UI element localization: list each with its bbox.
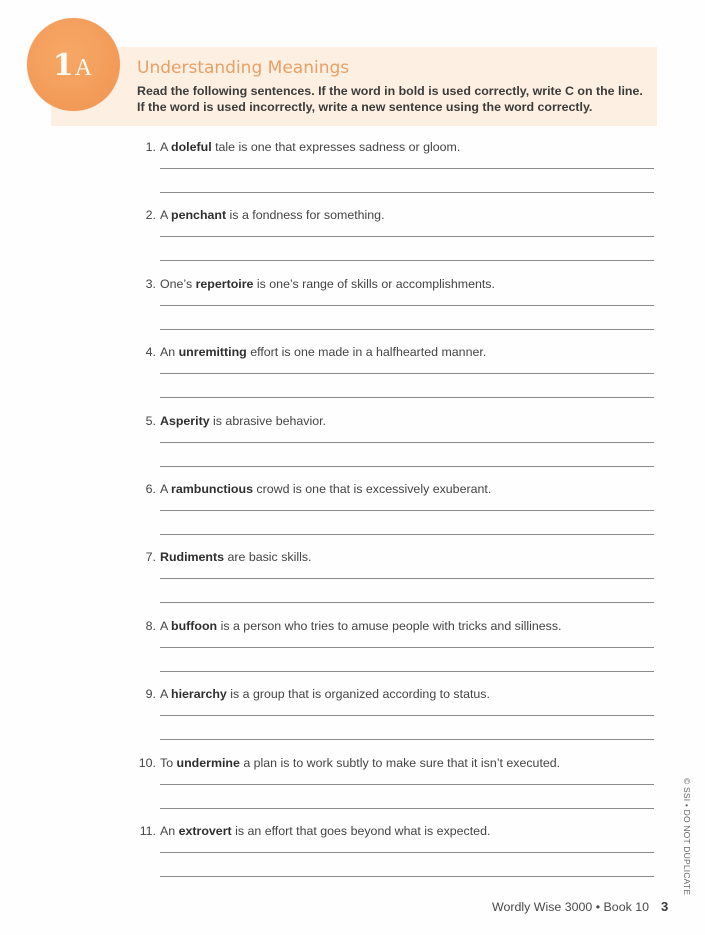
- footer-book-title: Wordly Wise 3000 • Book 10: [492, 900, 650, 914]
- instructions: Read the following sentences. If the word in bold is used correctly, write C on the line. If the word is used incorrectly, write a new sentence using the word correctly.: [137, 84, 643, 114]
- question-item: [0, 413, 705, 481]
- question-text: Asperity is abrasive behavior.: [160, 414, 326, 428]
- question-text: Rudiments are basic skills.: [160, 550, 312, 564]
- question-item: [0, 823, 705, 891]
- answer-line[interactable]: [160, 671, 654, 672]
- copyright-notice: © SSI • DO NOT DUPLICATE: [682, 778, 692, 896]
- vocab-word: extrovert: [178, 824, 232, 838]
- question-number: 5.: [145, 414, 156, 428]
- question-number: 3.: [145, 277, 156, 291]
- question-text: A hierarchy is a group that is organized according to status.: [160, 687, 490, 701]
- answer-line[interactable]: [160, 784, 654, 785]
- answer-line[interactable]: [160, 236, 654, 237]
- lesson-letter: A: [74, 54, 93, 81]
- question-text: A penchant is a fondness for something.: [160, 208, 385, 222]
- answer-line[interactable]: [160, 168, 654, 169]
- vocab-word: buffoon: [171, 619, 218, 633]
- question-number: 4.: [145, 345, 156, 359]
- vocab-word: rambunctious: [171, 482, 253, 496]
- question-item: [0, 755, 705, 823]
- question-item: [0, 344, 705, 412]
- answer-line[interactable]: [160, 715, 654, 716]
- answer-line[interactable]: [160, 602, 654, 603]
- vocab-word: penchant: [171, 208, 227, 222]
- question-text: One’s repertoire is one’s range of skills or accomplishments.: [160, 277, 495, 291]
- answer-line[interactable]: [160, 442, 654, 443]
- question-number: 2.: [145, 208, 156, 222]
- question-text: To undermine a plan is to work subtly to make sure that it isn’t executed.: [160, 756, 561, 770]
- question-item: [0, 207, 705, 275]
- vocab-word: Rudiments: [160, 550, 225, 564]
- question-number: 9.: [145, 687, 156, 701]
- question-item: [0, 549, 705, 617]
- question-item: [0, 139, 705, 207]
- page-number: 3: [661, 899, 669, 914]
- lesson-badge: [27, 18, 120, 111]
- question-number: 7.: [145, 550, 156, 564]
- answer-line[interactable]: [160, 808, 654, 809]
- answer-line[interactable]: [160, 739, 654, 740]
- answer-line[interactable]: [160, 373, 654, 374]
- answer-line[interactable]: [160, 397, 654, 398]
- question-number: 8.: [145, 619, 156, 633]
- answer-line[interactable]: [160, 578, 654, 579]
- question-text: An extrovert is an effort that goes beyond what is expected.: [160, 824, 491, 838]
- answer-line[interactable]: [160, 647, 654, 648]
- answer-line[interactable]: [160, 852, 654, 853]
- answer-line[interactable]: [160, 466, 654, 467]
- question-item: [0, 276, 705, 344]
- answer-line[interactable]: [160, 260, 654, 261]
- answer-line[interactable]: [160, 192, 654, 193]
- vocab-word: repertoire: [195, 277, 254, 291]
- question-text: A rambunctious crowd is one that is excessively exuberant.: [160, 482, 492, 496]
- question-text: A doleful tale is one that expresses sadness or gloom.: [160, 140, 461, 154]
- question-item: [0, 481, 705, 549]
- vocab-word: unremitting: [178, 345, 247, 359]
- answer-line[interactable]: [160, 510, 654, 511]
- question-item: [0, 686, 705, 754]
- section-title: Understanding Meanings: [137, 58, 350, 78]
- question-item: [0, 618, 705, 686]
- question-text: An unremitting effort is one made in a halfhearted manner.: [160, 345, 487, 359]
- question-number: 6.: [145, 482, 156, 496]
- question-text: A buffoon is a person who tries to amuse people with tricks and silliness.: [160, 619, 562, 633]
- question-number: 1.: [145, 140, 156, 154]
- answer-line[interactable]: [160, 329, 654, 330]
- vocab-word: doleful: [171, 140, 212, 154]
- vocab-word: Asperity: [160, 414, 210, 428]
- vocab-word: undermine: [176, 756, 240, 770]
- answer-line[interactable]: [160, 305, 654, 306]
- answer-line[interactable]: [160, 534, 654, 535]
- question-number: 11.: [139, 824, 156, 838]
- lesson-number: 1: [52, 47, 73, 83]
- question-number: 10.: [138, 756, 156, 770]
- answer-line[interactable]: [160, 876, 654, 877]
- vocab-word: hierarchy: [171, 687, 227, 701]
